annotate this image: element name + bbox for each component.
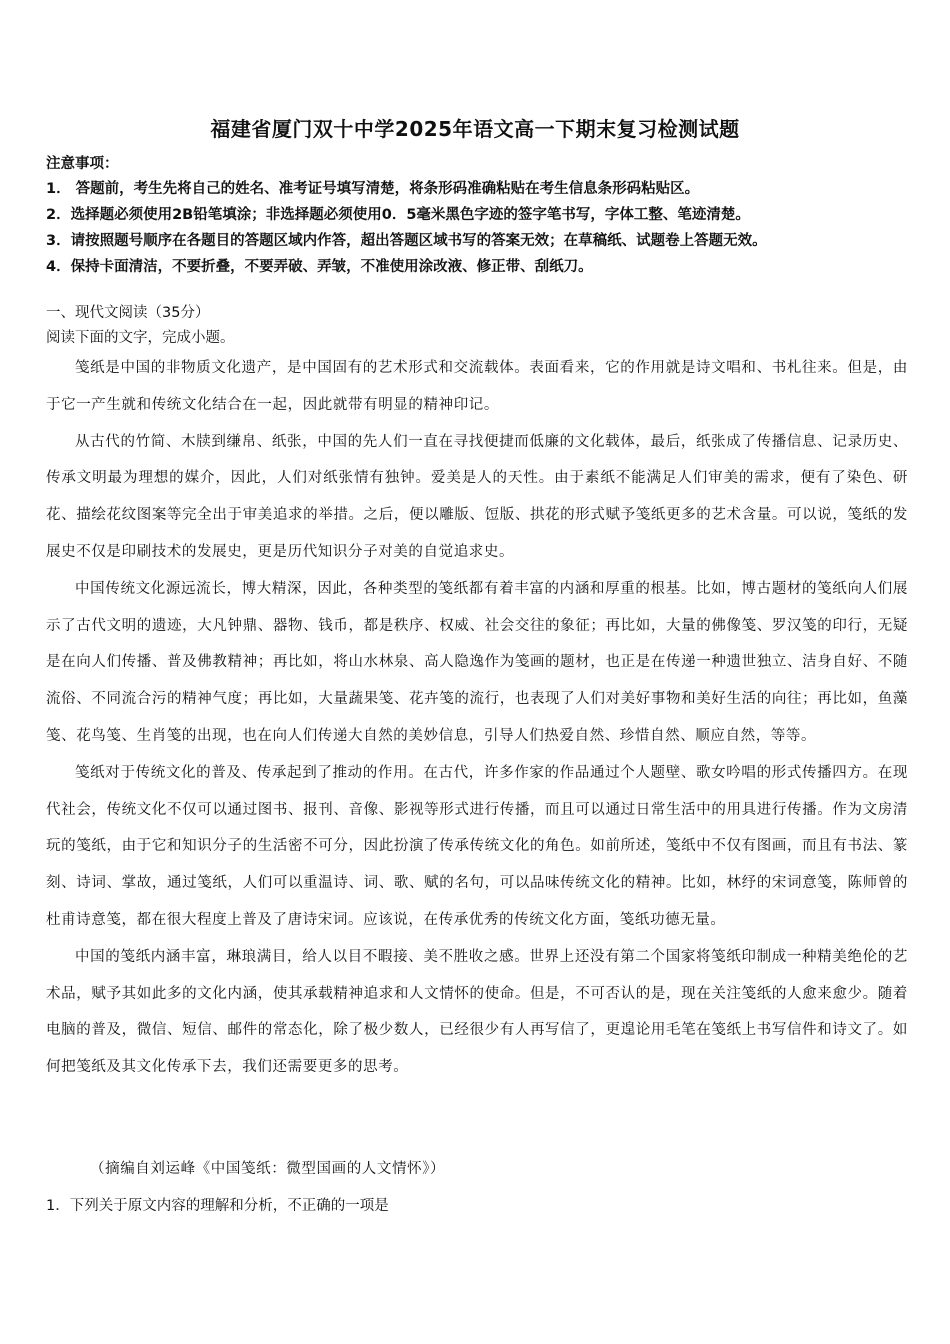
passage-paragraph: 中国传统文化源远流长，博大精深，因此，各种类型的笺纸都有着丰富的内涵和厚重的根基。比如，博古题材的笺纸向人们展示了古代文明的遗迹，大凡钟鼎、器物、钱币，都是秩序、权威、社会交往的象征；再比如，大量的佛像笺、罗汉笺的印行，无疑是在向人们传播、普及佛教精神；再比如，将山水林泉、高人隐逸作为笺画的题材，也正是在传递一种遗世独立、洁身自好、不随流俗、不同流合污的精神气度；再比如，大量蔬果笺、花卉笺的流行，也表现了人们对美好事物和美好生活的向往；再比如，鱼藻笺、花鸟笺、生肖笺的出现，也在向人们传递大自然的美妙信息，引导人们热爱自然、珍惜自然、顺应自然，等等。 <box>46 580 908 744</box>
section-heading: 一、现代文阅读（35分） <box>46 305 210 321</box>
passage-paragraph: 笺纸对于传统文化的普及、传承起到了推动的作用。在古代，许多作家的作品通过个人题壁、歌女吟唱的形式传播四方。在现代社会，传统文化不仅可以通过图书、报刊、音像、影视等形式进行传播，而且可以通过日常生活中的用具进行传播。作为文房清玩的笺纸，由于它和知识分子的生活密不可分，因此扮演了传承传统文化的角色。如前所述，笺纸中不仅有图画，而且有书法、篆刻、诗词、掌故，通过笺纸，人们可以重温诗、词、歌、赋的名句，可以品味传统文化的精神。比如，林纾的宋词意笺，陈师曾的杜甫诗意笺，都在很大程度上普及了唐诗宋词。应该说，在传承优秀的传统文化方面，笺纸功德无量。 <box>46 764 908 928</box>
section-instruction: 阅读下面的文字，完成小题。 <box>46 330 235 346</box>
notice-item: 3．请按照题号顺序在各题目的答题区域内作答，超出答题区域书写的答案无效；在草稿纸、试题卷上答题无效。 <box>46 233 767 249</box>
passage-paragraph: 从古代的竹简、木牍到缣帛、纸张，中国的先人们一直在寻找便捷而低廉的文化载体，最后，纸张成了传播信息、记录历史、传承文明最为理想的媒介，因此，人们对纸张情有独钟。爱美是人的天性。由于素纸不能满足人们审美的需求，便有了染色、研花、描绘花纹图案等完全出于审美追求的举措。之后，便以雕版、饾版、拱花的形式赋予笺纸更多的艺术含量。可以说，笺纸的发展史不仅是印刷技术的发展史，更是历代知识分子对美的自觉追求史。 <box>46 433 908 560</box>
notice-item: 4．保持卡面清洁，不要折叠，不要弄破、弄皱，不准使用涂改液、修正带、刮纸刀。 <box>46 259 593 275</box>
notice-list <box>46 176 916 280</box>
notice-item: 1． 答题前，考生先将自己的姓名、准考证号填写清楚，将条形码准确粘贴在考生信息条形码粘贴区。 <box>46 181 700 197</box>
question-1: 1．下列关于原文内容的理解和分析，不正确的一项是 <box>46 1198 389 1214</box>
notice-item: 2．选择题必须使用2B铅笔填涂；非选择题必须使用0．5毫米黑色字迹的签字笔书写，字体工整、笔迹清楚。 <box>46 207 750 223</box>
exam-title: 福建省厦门双十中学2025年语文高一下期末复习检测试题 <box>210 117 740 141</box>
passage-paragraph: 中国的笺纸内涵丰富，琳琅满目，给人以目不暇接、美不胜收之感。世界上还没有第二个国家将笺纸印制成一种精美绝伦的艺术品，赋予其如此多的文化内涵，使其承载精神追求和人文情怀的使命。但是，不可否认的是，现在关注笺纸的人愈来愈少。随着电脑的普及，微信、短信、邮件的常态化，除了极少数人，已经很少有人再写信了，更遑论用毛笔在笺纸上书写信件和诗文了。如何把笺纸及其文化传承下去，我们还需要更多的思考。 <box>46 948 908 1076</box>
passage-paragraph: 笺纸是中国的非物质文化遗产，是中国固有的艺术形式和交流载体。表面看来，它的作用就是诗文唱和、书札往来。但是，由于它一产生就和传统文化结合在一起，因此就带有明显的精神印记。 <box>46 360 908 413</box>
reading-passage <box>46 350 908 1086</box>
passage-source: （摘编自刘运峰《中国笺纸：微型国画的人文情怀》） <box>90 1161 446 1177</box>
notice-heading: 注意事项： <box>46 156 119 172</box>
